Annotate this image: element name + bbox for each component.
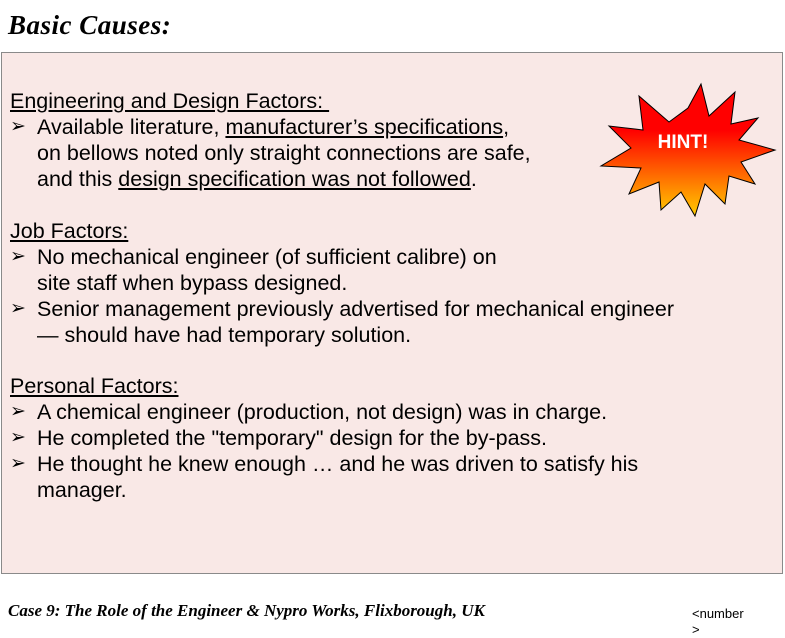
- hint-starburst[interactable]: [583, 80, 783, 220]
- bullet-item: [10, 114, 531, 140]
- bullet-arrow-icon: ➢: [10, 298, 26, 319]
- bullet-continuation: [10, 140, 531, 166]
- footer-case-title: Case 9: The Role of the Engineer & Nypro Works, Flixborough, UK: [8, 601, 485, 620]
- bullet-arrow-icon: ➢: [10, 453, 26, 474]
- underlined-text: design specification was not followed: [118, 167, 471, 191]
- section-engineering-design: [10, 88, 531, 192]
- section-personal-factors: [10, 373, 638, 503]
- bullet-item: [10, 451, 638, 477]
- section-heading: Personal Factors:: [10, 374, 179, 398]
- bullet-text: — should have had temporary solution.: [37, 323, 412, 347]
- bullet-text: on bellows noted only straight connections are safe,: [37, 141, 531, 165]
- bullet-arrow-icon: ➢: [10, 246, 26, 267]
- bullet-text: A chemical engineer (production, not design) was in charge.: [37, 400, 608, 424]
- slide-number-placeholder: [692, 606, 762, 638]
- bullet-text: ,: [503, 115, 510, 139]
- hint-label: HINT!: [657, 132, 709, 153]
- bullet-continuation: [10, 477, 638, 503]
- bullet-text: manager.: [37, 478, 127, 502]
- bullet-text: He completed the "temporary" design for the by-pass.: [37, 426, 548, 450]
- bullet-continuation: [10, 270, 674, 296]
- bullet-text: Available literature,: [37, 115, 226, 139]
- underlined-text: manufacturer’s specifications: [225, 115, 504, 139]
- bullet-arrow-icon: ➢: [10, 427, 26, 448]
- bullet-item: [10, 244, 674, 270]
- bullet-text: Senior management previously advertised for mechanical engineer: [37, 297, 674, 321]
- bullet-text: He thought he knew enough … and he was driven to satisfy his: [37, 452, 639, 476]
- section-job-factors: [10, 218, 674, 348]
- bullet-item: [10, 296, 674, 322]
- bullet-text: and this: [37, 167, 119, 191]
- bullet-continuation: [10, 166, 531, 192]
- slide-number-line: <number: [692, 606, 744, 621]
- bullet-arrow-icon: ➢: [10, 116, 26, 137]
- section-heading: Job Factors:: [10, 219, 129, 243]
- bullet-text: site staff when bypass designed.: [37, 271, 348, 295]
- slide-title: Basic Causes:: [8, 10, 172, 40]
- bullet-item: [10, 425, 638, 451]
- section-heading: Engineering and Design Factors:: [10, 89, 330, 113]
- bullet-text: .: [470, 167, 477, 191]
- bullet-continuation: [10, 322, 674, 348]
- bullet-item: [10, 399, 638, 425]
- bullet-arrow-icon: ➢: [10, 401, 26, 422]
- slide-number-line: >: [692, 622, 700, 637]
- bullet-text: No mechanical engineer (of sufficient calibre) on: [37, 245, 497, 269]
